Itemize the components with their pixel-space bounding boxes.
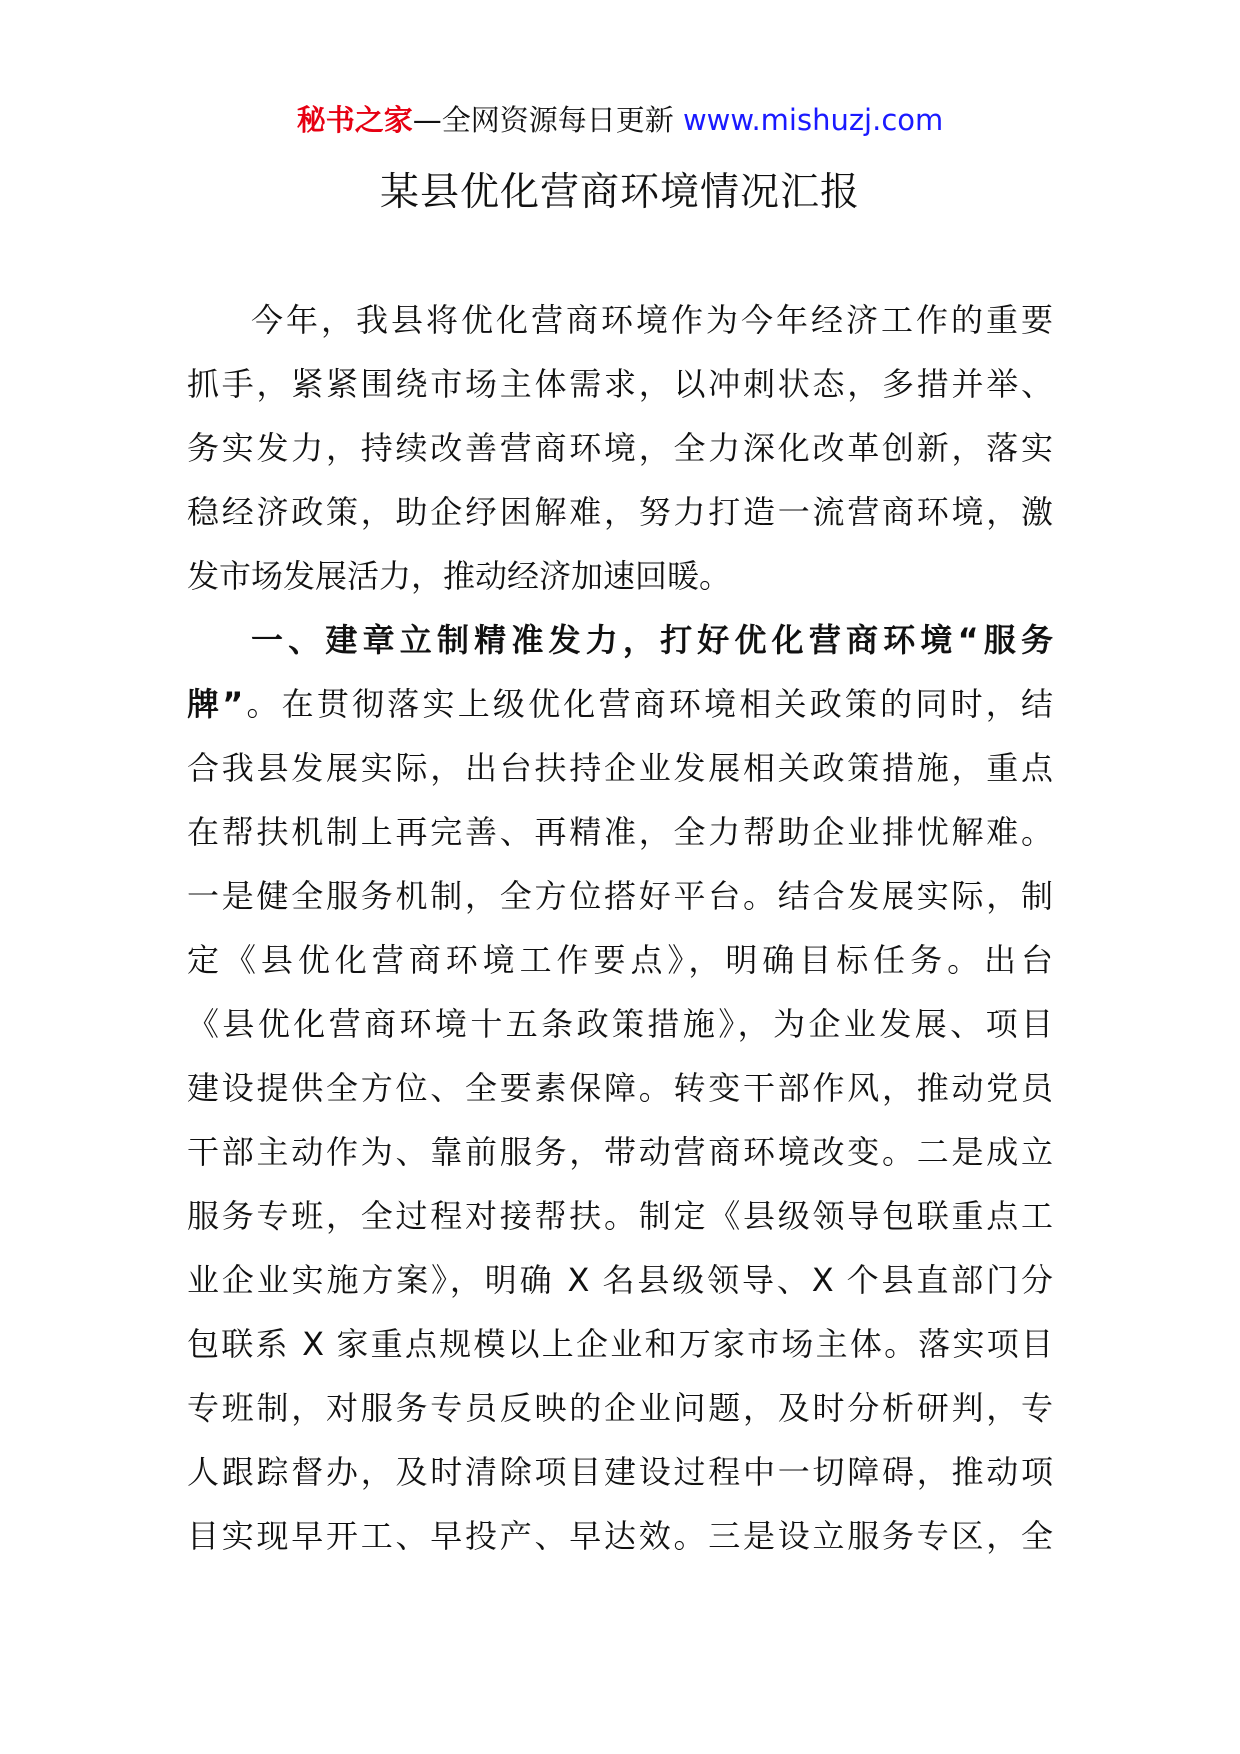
body-line [187,928,1053,992]
body-text-span: 定《县优化营商环境工作要点》，明确目标任务。出台 [187,941,1053,979]
body-text-span: 在帮扶机制上再完善、再精准，全力帮助企业排忧解难。 [187,813,1053,851]
section-heading: 一、建章立制精准发力，打好优化营商环境“服务 [251,621,1053,659]
body-text-span: 服务专班，全过程对接帮扶。制定《县级领导包联重点工 [187,1197,1053,1235]
body-text-span: 《县优化营商环境十五条政策措施》，为企业发展、项目 [187,1005,1053,1043]
body-line [187,864,1053,928]
body-text-span: 稳经济政策，助企纾困解难，努力打造一流营商环境，激 [187,493,1053,531]
body-line [187,608,1053,672]
body-text-span: 一是健全服务机制，全方位搭好平台。结合发展实际，制 [187,877,1053,915]
body-text-span: 建设提供全方位、全要素保障。转变干部作风，推动党员 [187,1069,1053,1107]
body-line [187,992,1053,1056]
body-text-span: 人跟踪督办，及时清除项目建设过程中一切障碍，推动项 [187,1453,1053,1491]
body-text-span: 合我县发展实际，出台扶持企业发展相关政策措施，重点 [187,749,1053,787]
body-line [187,1184,1053,1248]
body-text-span: 今年，我县将优化营商环境作为今年经济工作的重要 [251,301,1053,339]
document-title: 某县优化营商环境情况汇报 [379,170,860,215]
document-body [187,288,1053,1568]
body-text-span: 干部主动作为、靠前服务，带动营商环境改变。二是成立 [187,1133,1053,1171]
section-heading: 牌” [187,685,244,723]
site-slogan: —全网资源每日更新 [412,103,674,137]
body-text-span: 抓手，紧紧围绕市场主体需求，以冲刺状态，多措并举、 [187,365,1053,403]
body-line [187,1120,1053,1184]
body-line [187,544,1053,608]
body-line [187,1056,1053,1120]
body-text-span: 业企业实施方案》，明确 X 名县级领导、X 个县直部门分 [187,1261,1053,1299]
site-brand: 秘书之家 [296,103,413,137]
body-line [187,1248,1053,1312]
body-text-span: 。在贯彻落实上级优化营商环境相关政策的同时，结 [243,685,1053,723]
body-line [187,480,1053,544]
body-line [187,352,1053,416]
body-line [187,1376,1053,1440]
body-line [187,416,1053,480]
site-header [0,100,1240,140]
body-line [187,800,1053,864]
body-line [187,288,1053,352]
body-line [187,736,1053,800]
body-text-span: 发市场发展活力，推动经济加速回暖。 [187,557,732,595]
site-url-link[interactable]: www.mishuzj.com [682,103,944,137]
body-text-span: 专班制，对服务专员反映的企业问题，及时分析研判，专 [187,1389,1053,1427]
body-text-span: 目实现早开工、早投产、早达效。三是设立服务专区，全 [187,1517,1053,1555]
body-line [187,1440,1053,1504]
body-line [187,1504,1053,1568]
body-text-span: 务实发力，持续改善营商环境，全力深化改革创新，落实 [187,429,1053,467]
body-line [187,672,1053,736]
body-line [187,1312,1053,1376]
body-text-span: 包联系 X 家重点规模以上企业和万家市场主体。落实项目 [187,1325,1053,1363]
